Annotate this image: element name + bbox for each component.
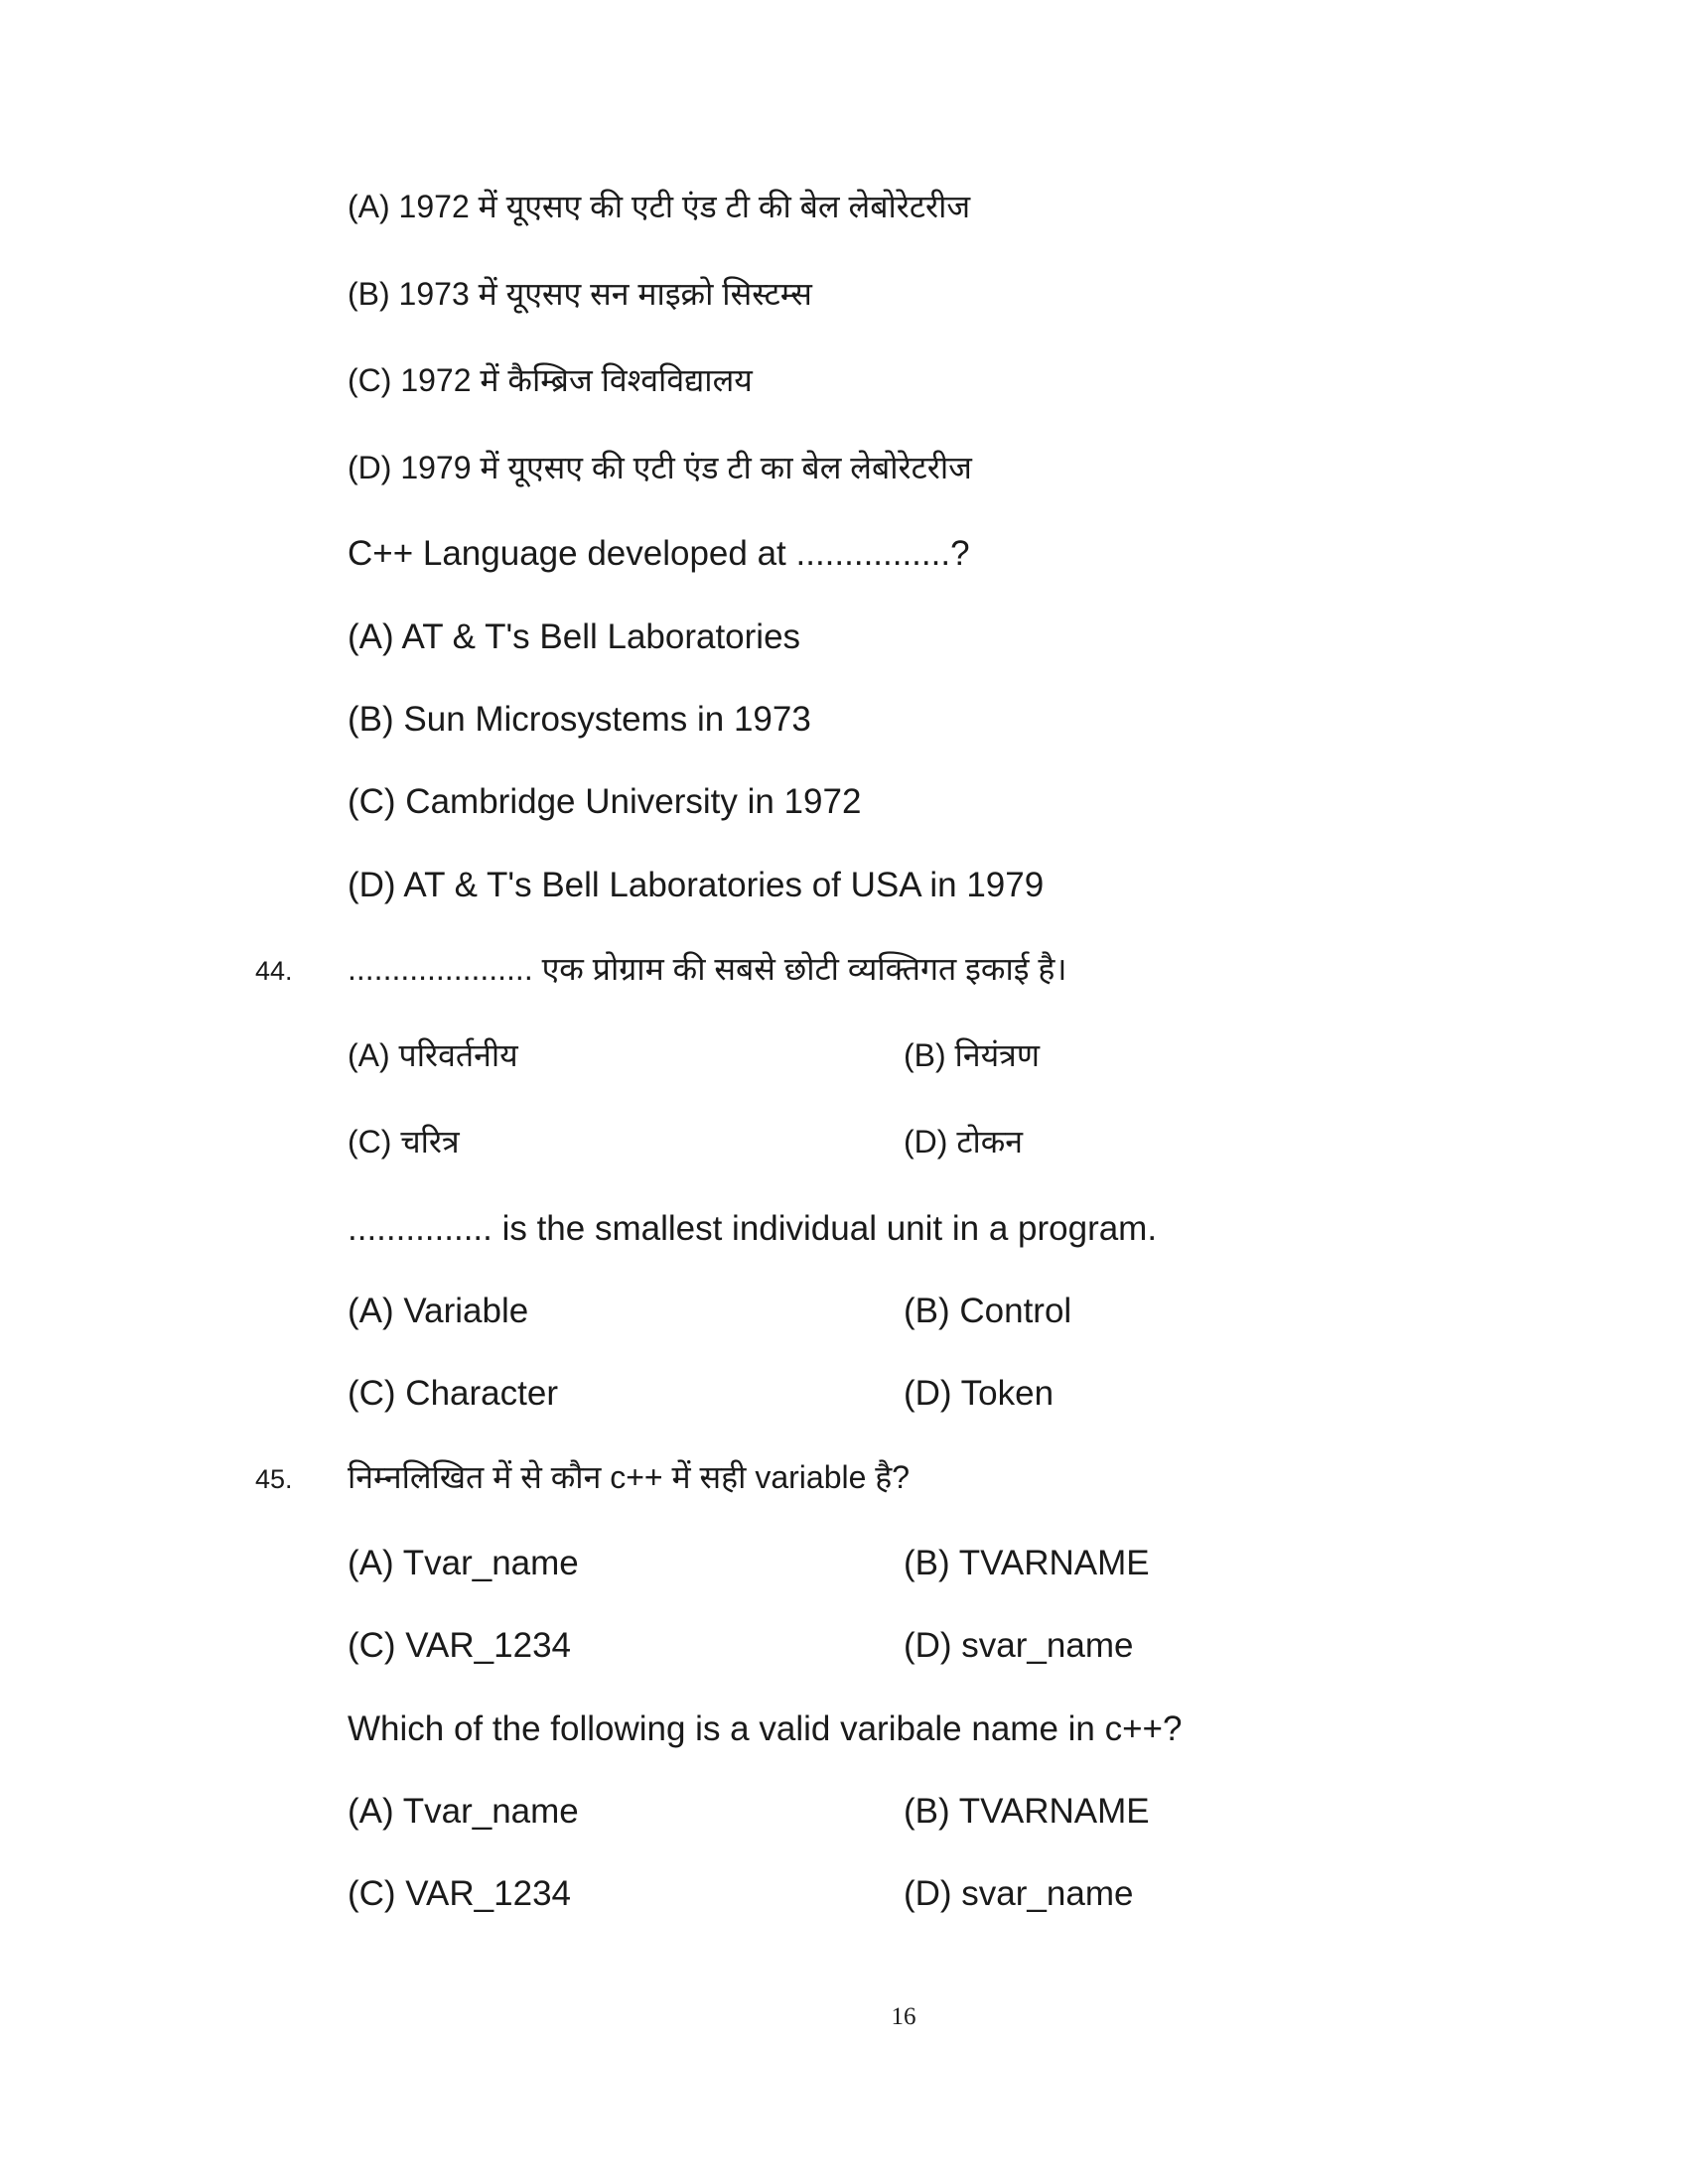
q43-hindi-option-b: (B) 1973 में यूएसए सन माइक्रो सिस्टम्स [348,276,812,312]
q45-english-option-c: (C) VAR_1234 [348,1874,572,1913]
q43-hindi-option-d: (D) 1979 में यूएसए की एटी एंड टी का बेल लेबोरेटरीज [348,450,972,485]
q44-hindi-option-b: (B) नियंत्रण [904,1037,1040,1073]
q45-english-option-a: (A) Tvar_name [348,1792,579,1831]
q45-hindi-option-a: (A) Tvar_name [348,1544,579,1582]
q44-english-option-b: (B) Control [904,1292,1072,1330]
q45-hindi-option-c: (C) VAR_1234 [348,1626,572,1665]
q43-english-option-c: (C) Cambridge University in 1972 [348,782,862,821]
q45-hindi-question: निम्नलिखित में से कौन c++ में सही variable है? [348,1459,911,1495]
q44-english-option-a: (A) Variable [348,1292,529,1330]
q43-hindi-option-a: (A) 1972 में यूएसए की एटी एंड टी की बेल लेबोरेटरीज [348,189,971,224]
q43-english-question: C++ Language developed at ................? [348,534,970,573]
q45-english-option-b: (B) TVARNAME [904,1792,1150,1831]
q43-english-option-d: (D) AT & T's Bell Laboratories of USA in 1979 [348,866,1045,904]
q44-hindi-option-d: (D) टोकन [904,1124,1024,1160]
q45-number: 45. [255,1464,293,1494]
q44-hindi-option-c: (C) चरित्र [348,1124,460,1160]
page-number: 16 [891,2003,916,2030]
q44-english-option-d: (D) Token [904,1374,1055,1413]
q44-hindi-option-a: (A) परिवर्तनीय [348,1037,518,1073]
q45-english-option-d: (D) svar_name [904,1874,1134,1913]
q43-hindi-option-c: (C) 1972 में कैम्ब्रिज विश्वविद्यालय [348,362,753,398]
q43-english-option-a: (A) AT & T's Bell Laboratories [348,617,801,656]
q45-hindi-option-d: (D) svar_name [904,1626,1134,1665]
q45-english-question: Which of the following is a valid varibale name in c++? [348,1709,1183,1748]
q44-english-option-c: (C) Character [348,1374,558,1413]
q44-english-question: ............... is the smallest individual unit in a program. [348,1209,1158,1248]
q44-number: 44. [255,956,293,986]
q43-english-option-b: (B) Sun Microsystems in 1973 [348,700,811,739]
q44-hindi-question: ..................... एक प्रोग्राम की सबसे छोटी व्यक्तिगत इकाई है। [348,951,1067,987]
q45-hindi-option-b: (B) TVARNAME [904,1544,1150,1582]
